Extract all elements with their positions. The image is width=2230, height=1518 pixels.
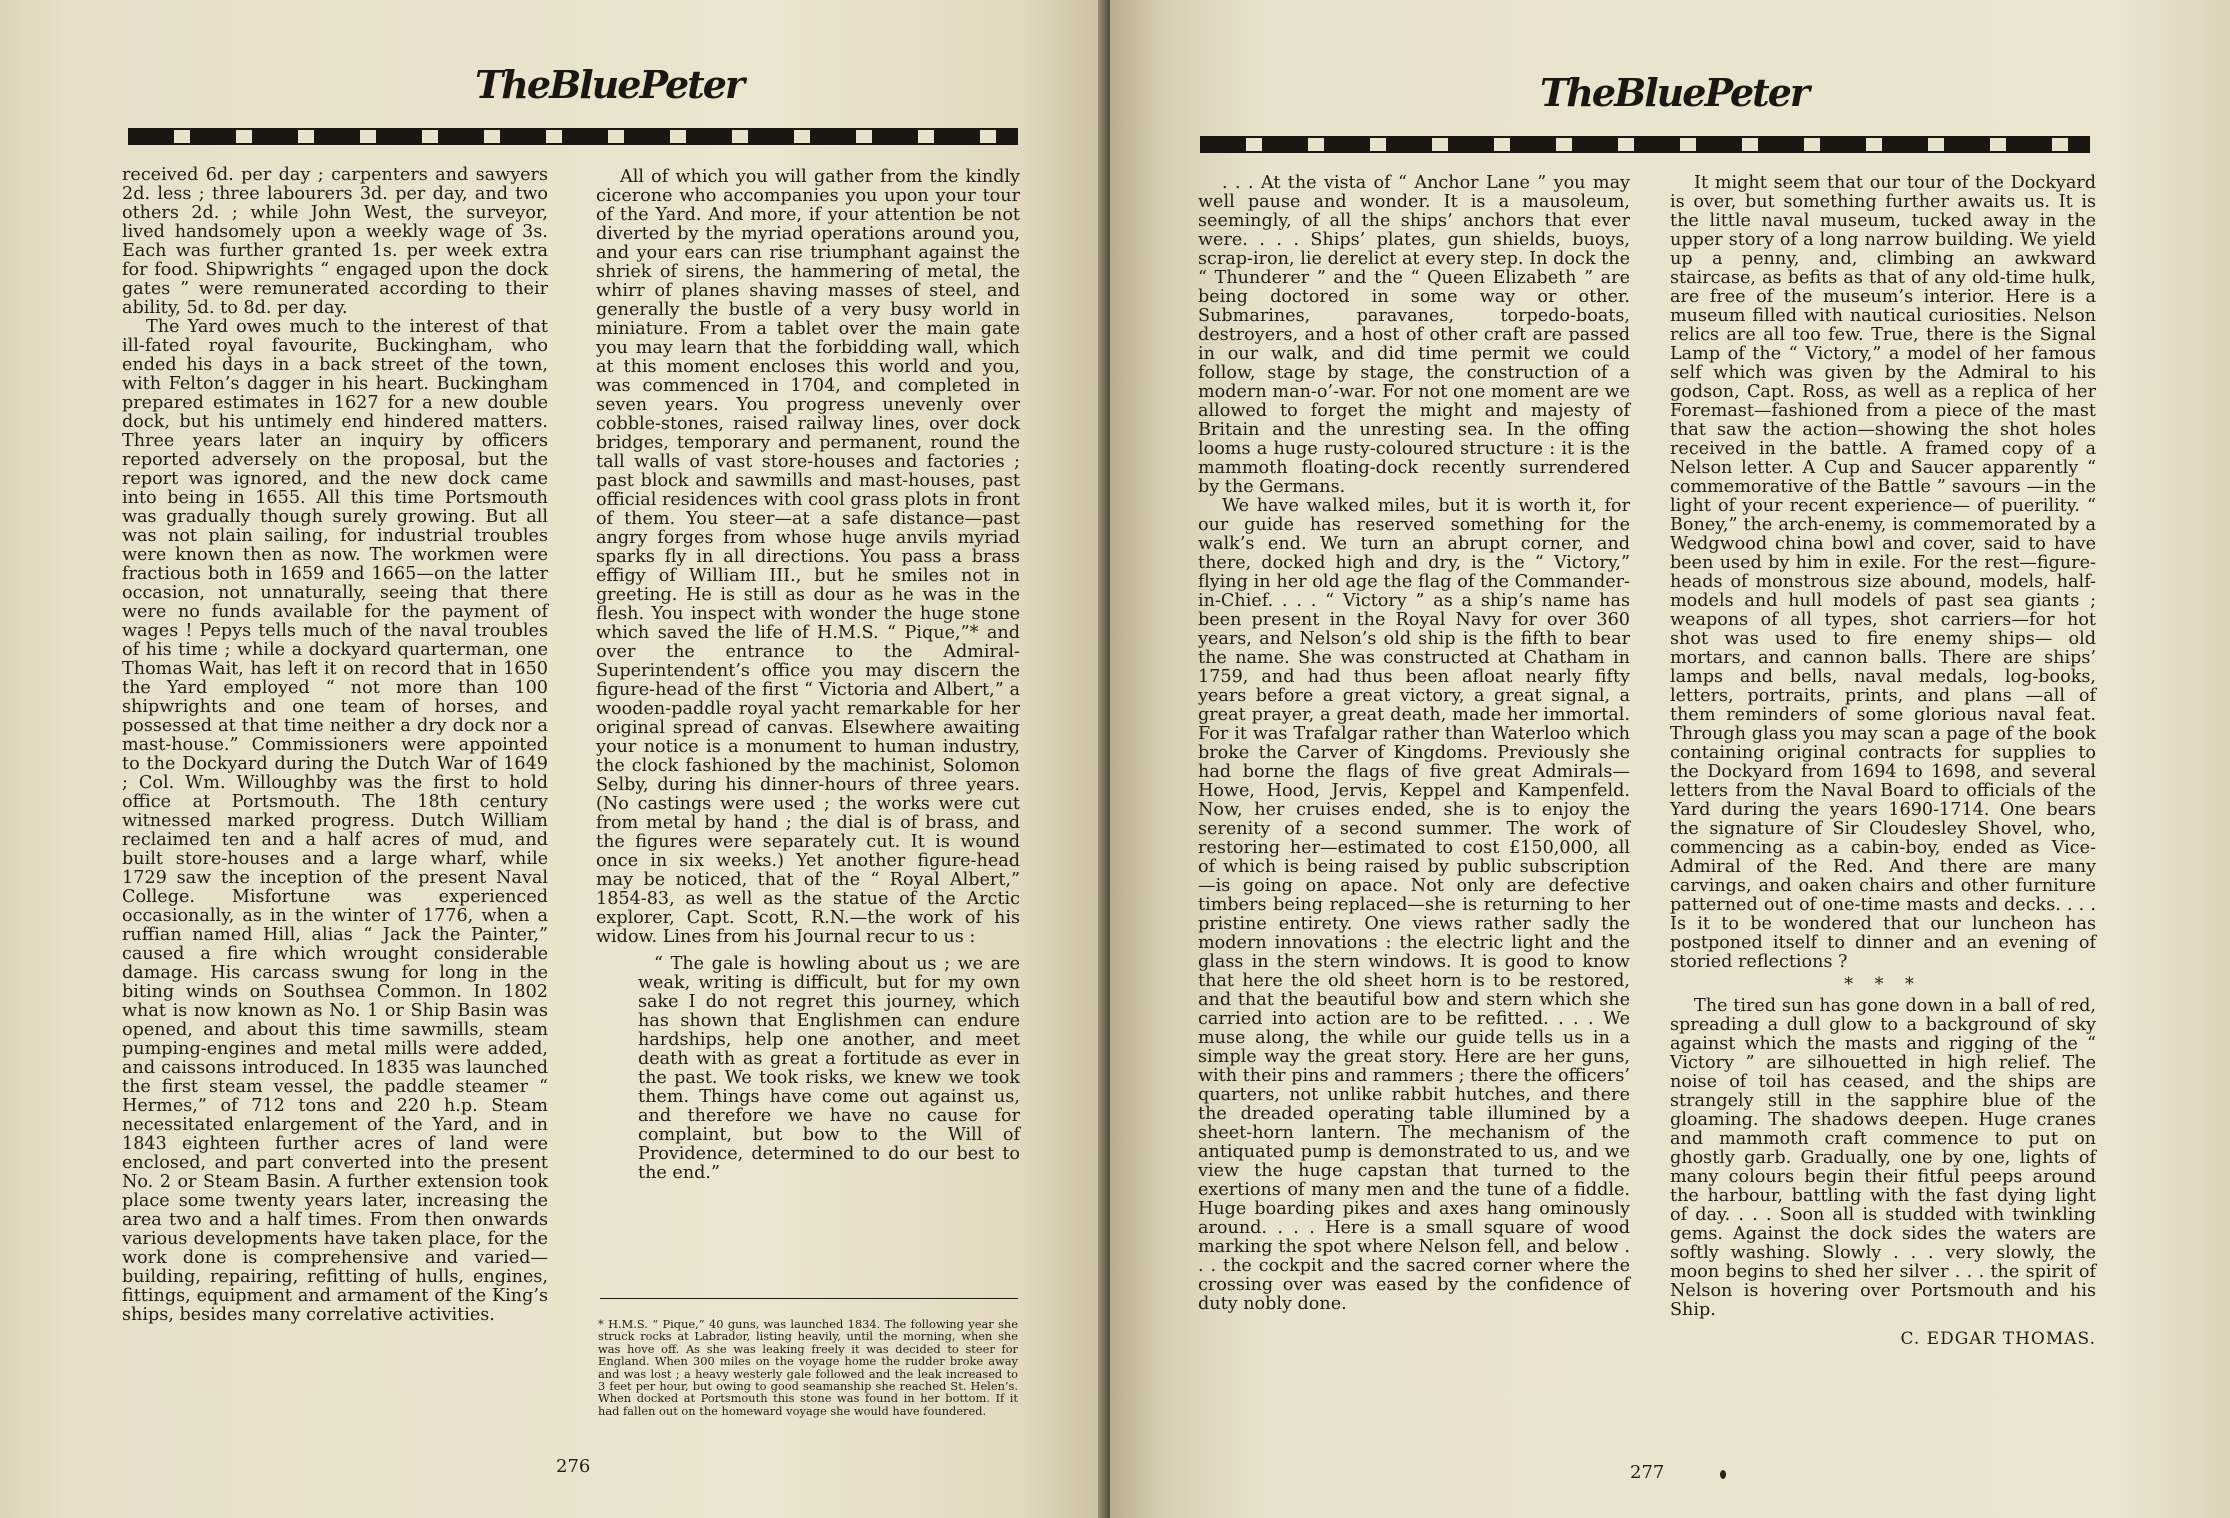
left-column-2: [596, 168, 1020, 1183]
decorative-rule: [128, 128, 1018, 145]
block-quote: “ The gale is howling about us ; we are weak, writing is difficult, but for my own sake I do not regret this journey, which has shown that Englishmen can endure hardships, help one another, and meet death with as great a fortitude as ever in the past. We took risks, we knew we took them. Things have come out against us, and therefore we have no cause for complaint, but bow to the Will of Providence, determined to do our best to the end.”: [638, 954, 1020, 1183]
footnote: * H.M.S. “ Pique,” 40 guns, was launched 1834. The following year she struck rocks at Labrador, listing heavily, until the morning, when she was hove off. As she was leaking freely it was decided to steer for England. When 300 miles on the voyage home the rudder broke away and was lost ; a heavy westerly gale followed and the leak increased to 3 feet per hour, but owing to good seamanship she reached St. Helen’s. When docked at Portsmouth this stone was found in her bottom. If it had fallen out on the homeward voyage she would have foundered.: [598, 1317, 1018, 1418]
author-signature: C. EDGAR THOMAS.: [1900, 1329, 2096, 1349]
paragraph: The tired sun has gone down in a ball of red, spreading a dull glow to a background of sky against which the masts and rigging of the “ Victory ” are silhouetted in high relief. The noise of toil has ceased, and the ships are strangely still in the sapphire blue of the gloaming. The shadows deepen. Huge cranes and mammoth craft commence to put on ghostly garb. Gradually, one by one, lights of many colours begin their fitful peeps around the harbour, battling with the fast dying light of day. . . . Soon all is studded with twinkling gems. Against the dock sides the waters are softly washing. Slowly . . . very slowly, the moon begins to shed her silver . . . the spirit of Nelson is hovering over Portsmouth and his Ship.: [1670, 996, 2096, 1320]
paragraph: It might seem that our tour of the Dockyard is over, but something further awaits us. It is the little naval museum, tucked away in the upper story of a long narrow building. We yield up a penny, and, climbing an awkward staircase, as befits as that of any old-time hulk, are free of the museum’s interior. Here is a museum filled with nautical curiosities. Nelson relics are all too few. True, there is the Signal Lamp of the “ Victory,” a model of her famous self which was given by the Admiral to his godson, Capt. Ross, as well as a replica of her Foremast—fashioned from a piece of the mast that saw the action—showing the shot holes received in the battle. A framed copy of a Nelson letter. A Cup and Saucer apparently “ commemorative of the Battle ” savours —in the light of your recent experience— of puerility. “ Boney,” the arch-enemy, is commemorated by a Wedgwood china bowl and cover, said to have been used by him in exile. For the rest—figure-heads of monstrous size abound, models, half-models and hull models of past sea giants ; weapons of all types, shot carriers—for hot shot was used to fire enemy ships— old mortars, and cannon balls. There are ships’ lamps and bells, naval medals, log-books, letters, portraits, prints, and plans —all of them reminders of some glorious naval feat. Through glass you may scan a page of the book containing original contracts for supplies to the Dockyard from 1694 to 1698, and several letters from the Naval Board to officials of the Yard during the years 1690-1714. One bears the signature of Sir Cloudesley Shovel, who, commencing as a cabin-boy, ended as Vice-Admiral of the Red. And there are many carvings, and oaken chairs and other furniture patterned out of one-time masts and decks. . . . Is it to be wondered that our luncheon has postponed itself to dinner and an evening of storied reflections ?: [1670, 173, 2096, 972]
section-separator: * * *: [1844, 975, 1922, 995]
paragraph: received 6d. per day ; carpenters and sawyers 2d. less ; three labourers 3d. per day, and two others 2d. ; while John West, the surveyor, lived handsomely upon a weekly wage of 3s. Each was further granted 1s. per week extra for food. Shipwrights “ engaged upon the dock gates ” were remunerated according to their ability, 5d. to 8d. per day.: [122, 165, 548, 318]
paragraph: . . . At the vista of “ Anchor Lane ” you may well pause and wonder. It is a mausoleum, seemingly, of all the ships’ anchors that ever were. . . . Ships’ plates, gun shields, buoys, scrap-iron, lie derelict at every step. In dock the “ Thunderer ” and the “ Queen Elizabeth ” are being doctored in some way or other. Submarines, paravanes, torpedo-boats, destroyers, and a host of other craft are passed in our walk, and did time permit we could follow, stage by stage, the construction of a modern man-o’-war. For not one moment are we allowed to forget the might and majesty of Britain and the unresting sea. In the offing looms a huge rusty-coloured structure : it is the mammoth floating-dock recently surrendered by the Germans.: [1198, 173, 1630, 497]
decorative-rule: [1200, 136, 2090, 153]
left-page: [0, 0, 1108, 1518]
left-column-1: [122, 166, 548, 1325]
page-number: 276: [556, 1456, 591, 1477]
footnote-rule: [600, 1298, 1018, 1299]
page-number: 277: [1630, 1462, 1665, 1483]
right-column-1: [1198, 174, 1630, 1314]
masthead: TheBluePeter: [475, 62, 743, 107]
right-column-2: [1670, 174, 2096, 1349]
paragraph: We have walked miles, but it is worth it, for our guide has reserved something for the walk’s end. We turn an abrupt corner, and there, docked high and dry, is the “ Victory,” flying in her old age the flag of the Commander-in-Chief. . . . “ Victory ” as a ship’s name has been present in the Royal Navy for over 360 years, and Nelson’s old ship is the fifth to bear the name. She was constructed at Chatham in 1759, and had thus been afloat nearly fifty years before a great victory, a great signal, a great prayer, a great death, made her immortal. For it was Trafalgar rather than Waterloo which broke the Carver of Kingdoms. Previously she had borne the flags of five great Admirals—Howe, Hood, Jervis, Keppel and Kampenfeld. Now, her cruises ended, she is to enjoy the serenity of a second summer. The work of restoring her—estimated to cost £150,000, all of which is being raised by public subscription—is going on apace. Not only are defective timbers being replaced—she is returning to her pristine entirety. One views rather sadly the modern innovations : the electric light and the glass in the stern windows. It is good to know that here the old sheet horn is to be restored, and that the beautiful bow and stern which she carried into action are to be refitted. . . . We muse along, the while our guide tells us in a simple way the great story. Here are her guns, with their pins and rammers ; there the officers’ quarters, not unlike rabbit hutches, and there the dreaded operating table illumined by a sheet-horn lantern. The mechanism of the antiquated pump is demonstrated to us, and we view the huge capstan that turned to the exertions of many men and the tune of a fiddle. Huge boarding pikes and axes hang ominously around. . . . Here is a small square of wood marking the spot where Nelson fell, and below . . . the cockpit and the sacred corner where the crossing over was eased by the confidence of duty nobly done.: [1198, 496, 1630, 1314]
ink-spot: [1720, 1470, 1726, 1479]
masthead: TheBluePeter: [1540, 70, 1808, 115]
paragraph: The Yard owes much to the interest of that ill-fated royal favourite, Buckingham, who ended his days in a back street of the town, with Felton’s dagger in his heart. Buckingham prepared estimates in 1627 for a new double dock, but his untimely end hindered matters. Three years later an inquiry by officers reported adversely on the proposal, but the report was ignored, and the new dock came into being in 1655. All this time Portsmouth was gradually though surely growing. But all was not plain sailing, for industrial troubles were known then as now. The workmen were fractious both in 1659 and 1665—on the latter occasion, not unnaturally, seeing that there were no funds available for the payment of wages ! Pepys tells much of the naval troubles of his time ; while a dockyard quarterman, one Thomas Wait, has left it on record that in 1650 the Yard employed “ not more than 100 shipwrights and one team of horses, and possessed at that time neither a dry dock nor a mast-house.” Commissioners were appointed to the Dockyard during the Dutch War of 1649 ; Col. Wm. Willoughby was the first to hold office at Portsmouth. The 18th century witnessed marked progress. Dutch William reclaimed ten and a half acres of mud, and built store-houses and a large wharf, while 1729 saw the inception of the present Naval College. Misfortune was experienced occasionally, as in the winter of 1776, when a ruffian named Hill, alias “ Jack the Painter,” caused a fire which wrought considerable damage. His carcass swung for long in the biting winds on Southsea Common. In 1802 what is now known as No. 1 or Ship Basin was opened, and about this time sawmills, steam pumping-engines and metal mills were added, and caissons introduced. In 1835 was launched the first steam vessel, the paddle steamer “ Hermes,” of 712 tons and 220 h.p. Steam necessitated enlargement of the Yard, and in 1843 eighteen further acres of land were enclosed, and part converted into the present No. 2 or Steam Basin. A further extension took place some twenty years later, increasing the area two and a half times. From then onwards various developments have taken place, for the work done is comprehensive and varied—building, repairing, refitting of hulls, engines, fittings, equipment and armament of the King’s ships, besides many correlative activities.: [122, 317, 548, 1325]
right-page: [1110, 0, 2230, 1518]
paragraph: All of which you will gather from the kindly cicerone who accompanies you upon your tour of the Yard. And more, if your attention be not diverted by the myriad operations around you, and your ears can rise triumphant against the shriek of sirens, the hammering of metal, the whirr of planes shaving masses of steel, and generally the bustle of a very busy world in miniature. From a tablet over the main gate you may learn that the forbidding wall, which at this moment encloses this world and you, was commenced in 1704, and completed in seven years. You progress unevenly over cobble-stones, raised railway lines, over dock bridges, temporary and permanent, round the tall walls of vast store-houses and factories ; past block and sawmills and mast-houses, past official residences with cool grass plots in front of them. You steer—at a safe distance—past angry forges from whose huge anvils myriad sparks fly in all directions. You pass a brass effigy of William III., but he smiles not in greeting. He is still as dour as he was in the flesh. You inspect with wonder the huge stone which saved the life of H.M.S. “ Pique,”* and over the entrance to the Admiral-Superintendent’s office you may discern the figure-head of the first “ Victoria and Albert,” a wooden-paddle royal yacht remarkable for her original spread of canvas. Elsewhere awaiting your notice is a monument to human industry, the clock fashioned by the machinist, Solomon Selby, during his dinner-hours of three years. (No castings were used ; the works were cut from metal by hand ; the dial is of brass, and the figures were separately cut. It is wound once in six weeks.) Yet another figure-head may be noticed, that of the “ Royal Albert,” 1854-83, as well as the statue of the Arctic explorer, Capt. Scott, R.N.—the work of his widow. Lines from his Journal recur to us :: [596, 167, 1020, 947]
